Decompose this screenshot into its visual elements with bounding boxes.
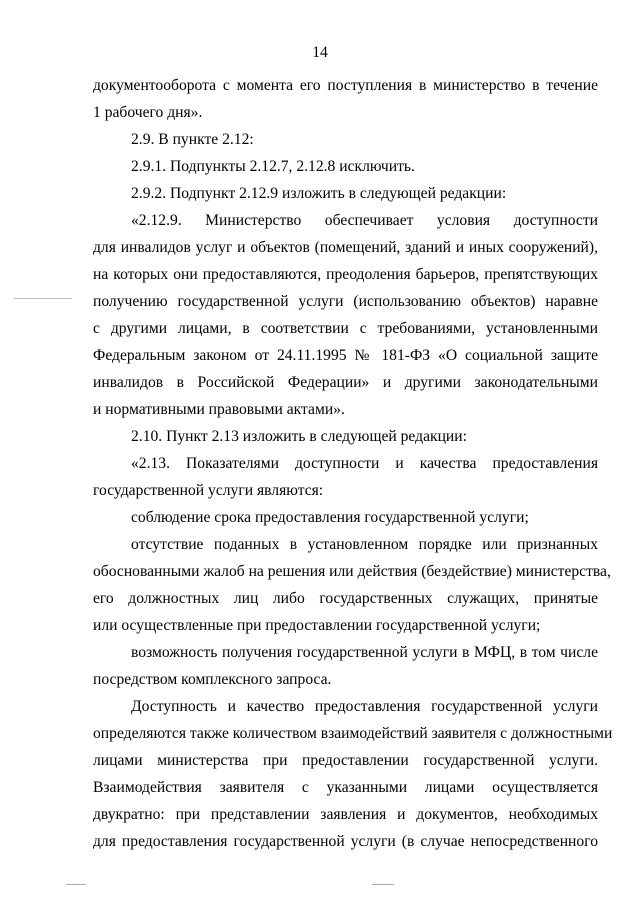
text-line: посредством комплексного запроса.: [93, 671, 332, 688]
text-line: Федеральным законом от 24.11.1995 № 181-ФЗ «О социальной защите: [93, 347, 598, 364]
text-line: 2.9.1. Подпункты 2.12.7, 2.12.8 исключить.: [131, 158, 415, 175]
text-line: «2.12.9. Министерство обеспечивает условия доступности: [131, 212, 598, 229]
text-line: документооборота с момента его поступления в министерство в течение: [93, 77, 598, 94]
text-line: Взаимодействия заявителя с указанными лицами осуществляется: [93, 779, 598, 796]
text-line: соблюдение срока предоставления государственной услуги;: [131, 509, 529, 526]
text-line: для предоставления государственной услуги (в случае непосредственного: [93, 833, 598, 850]
text-line: или осуществленные при предоставлении государственной услуги;: [93, 617, 541, 634]
text-line: определяются также количеством взаимодействий заявителя с должностными: [93, 725, 613, 742]
text-line: обоснованными жалоб на решения или действия (бездействие) министерства,: [93, 563, 611, 580]
text-line: инвалидов в Российской Федерации» и другими законодательными: [93, 374, 598, 391]
text-line: на которых они предоставляются, преодоления барьеров, препятствующих: [93, 266, 598, 283]
scan-artifact: [14, 298, 72, 299]
text-line: Доступность и качество предоставления государственной услуги: [131, 698, 598, 715]
text-line: «2.13. Показателями доступности и качества предоставления: [131, 455, 598, 472]
text-line: возможность получения государственной услуги в МФЦ, в том числе: [131, 644, 598, 661]
text-line: двукратно: при представлении заявления и документов, необходимых: [93, 806, 598, 823]
text-line: получению государственной услуги (использованию объектов) наравне: [93, 293, 598, 310]
page-number: 14: [312, 44, 328, 61]
text-line: и нормативными правовыми актами».: [93, 401, 345, 418]
text-line: 1 рабочего дня».: [93, 104, 203, 121]
text-line: 2.9. В пункте 2.12:: [131, 131, 254, 148]
scan-artifact: [372, 884, 394, 885]
text-line: отсутствие поданных в установленном порядке или признанных: [131, 536, 598, 553]
scan-artifact: [66, 884, 86, 885]
text-line: его должностных лиц либо государственных служащих, принятые: [93, 590, 598, 607]
text-line: для инвалидов услуг и объектов (помещений, зданий и иных сооружений),: [93, 239, 598, 256]
text-line: государственной услуги являются:: [93, 482, 324, 499]
text-line: 2.9.2. Подпункт 2.12.9 изложить в следующей редакции:: [131, 185, 507, 202]
text-line: лицами министерства при предоставлении государственной услуги.: [93, 752, 598, 769]
text-line: 2.10. Пункт 2.13 изложить в следующей редакции:: [131, 428, 467, 445]
text-line: с другими лицами, в соответствии с требованиями, установленными: [93, 320, 598, 337]
